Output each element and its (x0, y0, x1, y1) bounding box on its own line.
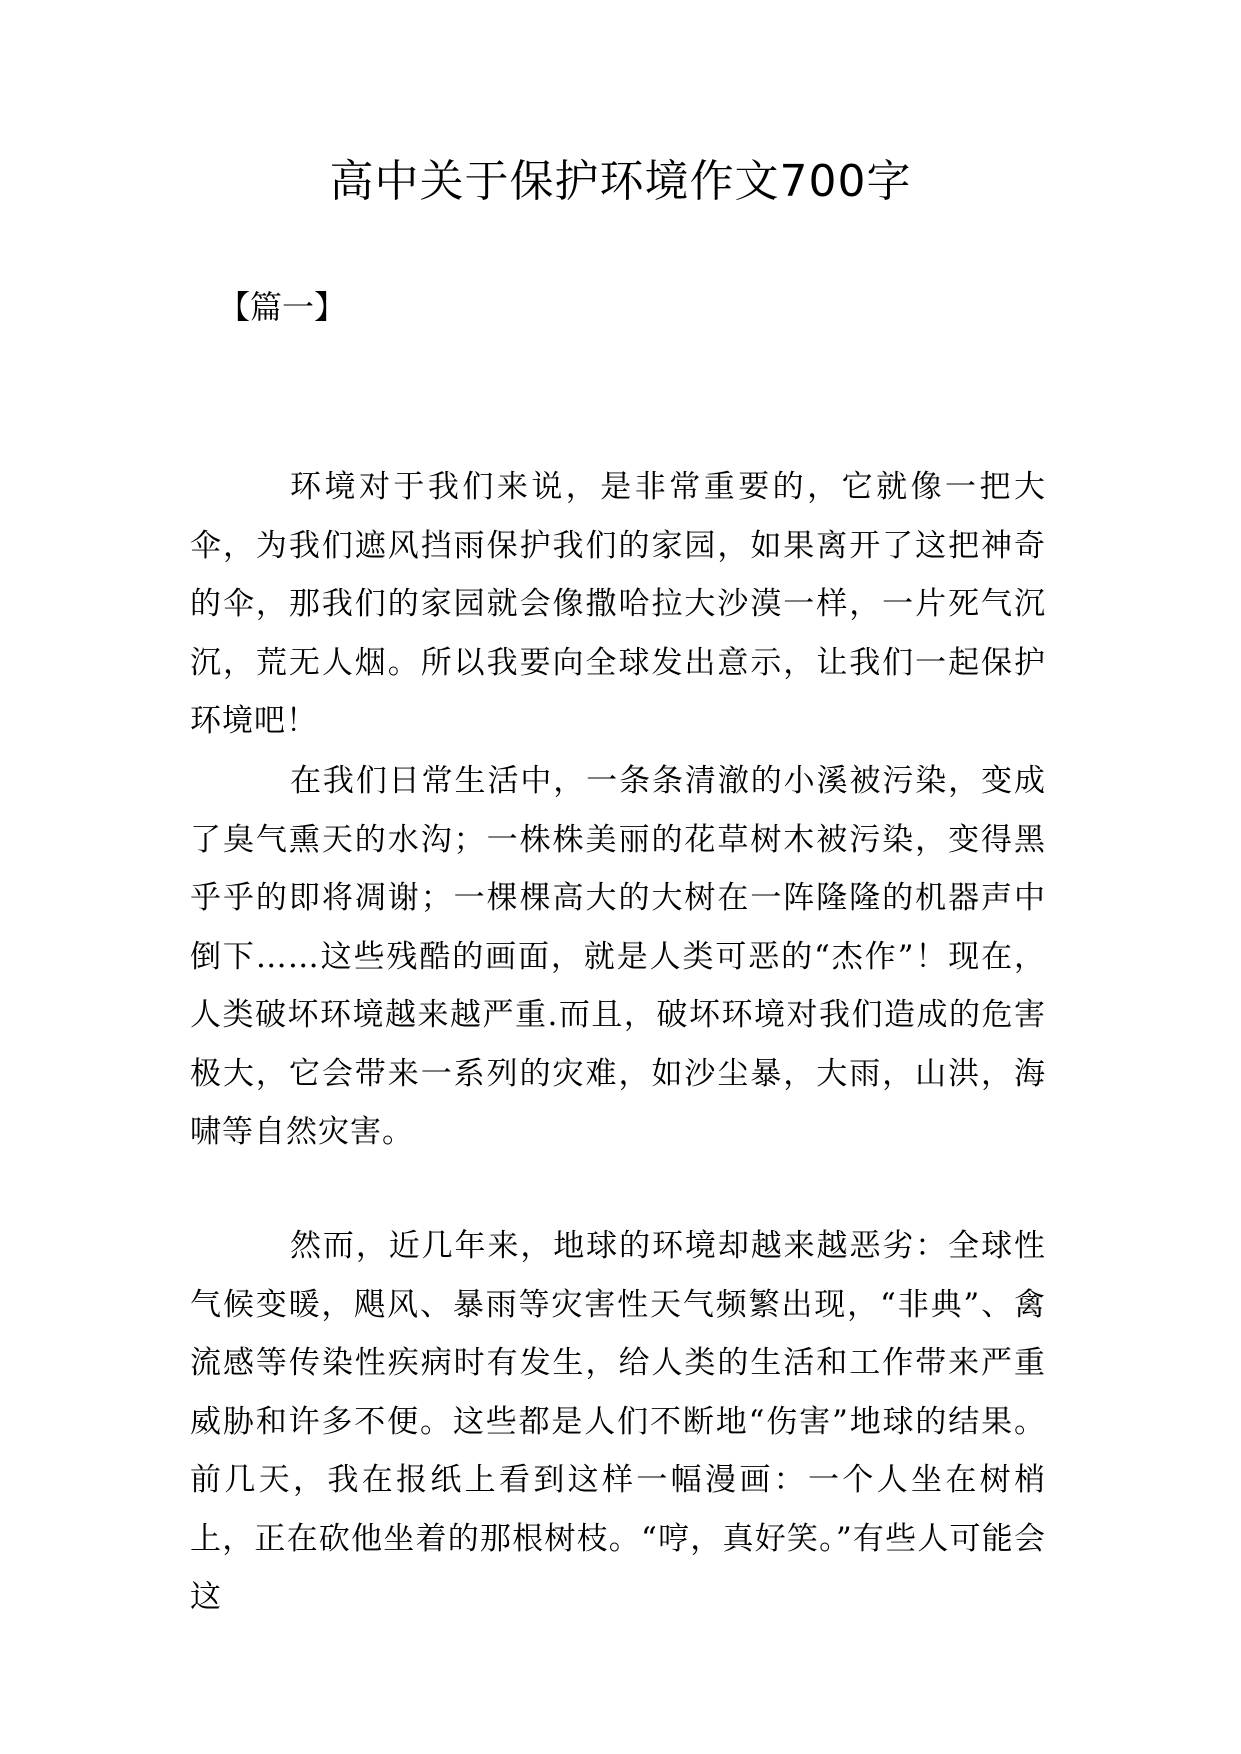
page-title: 高中关于保护环境作文700字 (329, 156, 912, 207)
paragraph-2: 在我们日常生活中，一条条清澈的小溪被污染，变成了臭气熏天的水沟；一株株美丽的花草树木被污染，变得黑乎乎的即将凋谢；一棵棵高大的大树在一阵隆隆的机器声中倒下……这些残酷的画面，就是人类可恶的“杰作”！现在，人类破坏环境越来越严重.而且，破坏环境对我们造成的危害极大，它会带来一系列的灾难，如沙尘暴，大雨，山洪，海啸等自然灾害。 (190, 763, 1046, 1150)
paragraph-3: 然而，近几年来，地球的环境却越来越恶劣：全球性气候变暖，飓风、暴雨等灾害性天气频繁出现，“非典”、禽流感等传染性疾病时有发生，给人类的生活和工作带来严重威胁和许多不便。这些都是人们不断地“伤害”地球的结果。前几天，我在报纸上看到这样一幅漫画：一个人坐在树梢上，正在砍他坐着的那根树枝。“哼，真好笑。”有些人可能会这 (190, 1228, 1046, 1615)
section-label: 【篇一】 (218, 288, 347, 326)
paragraph-1: 环境对于我们来说，是非常重要的，它就像一把大伞，为我们遮风挡雨保护我们的家园，如果离开了这把神奇的伞，那我们的家园就会像撒哈拉大沙漠一样，一片死气沉沉，荒无人烟。所以我要向全球发出意示，让我们一起保护环境吧！ (190, 469, 1046, 739)
